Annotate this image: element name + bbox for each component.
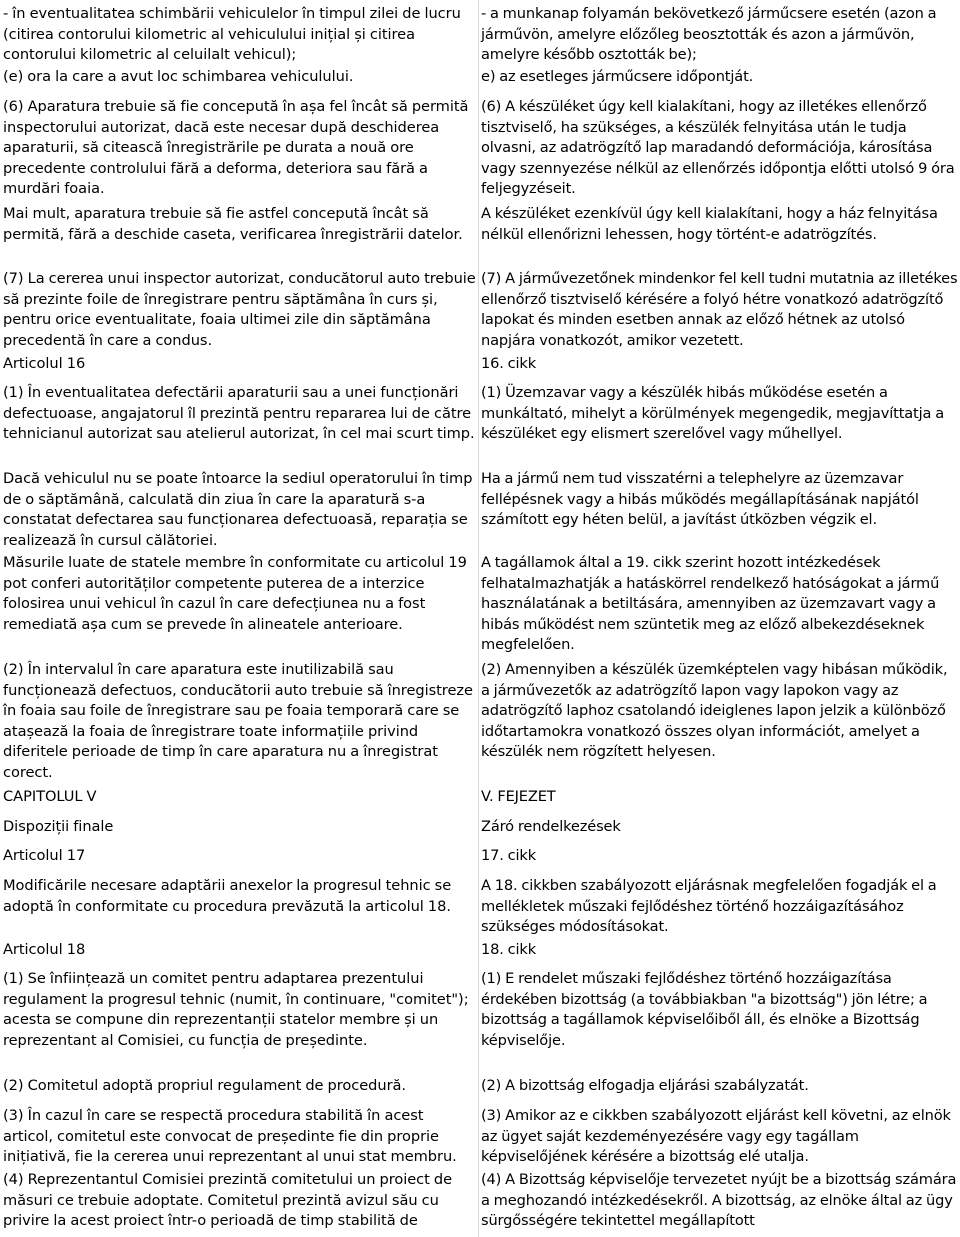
column-divider: [478, 0, 479, 1237]
ro-paragraph: (e) ora la care a avut loc schimbarea vehiculului.: [3, 68, 354, 85]
hu-chapter-heading: V. FEJEZET: [481, 788, 556, 805]
hu-paragraph: (2) A bizottság elfogadja eljárási szabályzatát.: [481, 1077, 809, 1094]
hu-paragraph: (1) Üzemzavar vagy a készülék hibás működése esetén a munkáltató, mihelyt a körülmények megengedik, megjavíttatja a készüléket egy elismert szerelővel vagy műhellyel.: [481, 384, 945, 443]
hu-paragraph: (1) E rendelet műszaki fejlődéshez történő hozzáigazítása érdekében bizottság (a továbbiakban "a bizottság") jön létre; a bizottság a tagállamok képviselőiből áll, és elnöke a Bizottság képviselője.: [481, 970, 928, 1049]
ro-paragraph: (1) Se înființează un comitet pentru adaptarea prezentului regulament la progresul tehnic (numit, în continuare, "comitet"); acesta se compune din reprezentanții statelor membre și un reprezentant al Comisiei, cu funcția de președinte.: [3, 970, 469, 1049]
ro-paragraph: (7) La cererea unui inspector autorizat, conducătorul auto trebuie să prezinte foile de înregistrare pentru săptămâna în curs și, pentru orice eventualitate, foaia ultimei zile din săptămâna precedentă în care a condus.: [3, 270, 476, 349]
hu-article-heading: 16. cikk: [481, 355, 537, 372]
ro-chapter-title: Dispoziții finale: [3, 818, 114, 835]
ro-paragraph: Modificările necesare adaptării anexelor la progresul tehnic se adoptă în conformitate cu procedura prevăzută la articolul 18.: [3, 877, 452, 915]
ro-article-heading: Articolul 17: [3, 847, 86, 864]
ro-paragraph: (3) În cazul în care se respectă procedura stabilită în acest articol, comitetul este convocat de președinte fie din proprie inițiativă, fie la cererea unui reprezentant al unui stat membru.: [3, 1107, 457, 1166]
ro-paragraph: (1) În eventualitatea defectării aparaturii sau a unei funcționări defectuoase, angajatorul îl prezintă pentru repararea lui de către tehnicianul autorizat sau atelierul autorizat, în cel mai scurt timp.: [3, 384, 475, 443]
hu-paragraph: (2) Amennyiben a készülék üzemképtelen vagy hibásan működik, a járművezetők az adatrögzítő lapon vagy lapokon vagy az adatrögzítő laphoz csatolandó ideiglenes lapon jelzik a különböző időtartamokra vonatkozó összes olyan információt, amelyet a készülék nem rögzített helyesen.: [481, 661, 948, 761]
hu-paragraph: (7) A járművezetőnek mindenkor fel kell tudni mutatnia az illetékes ellenőrző tisztviselő kérésére a folyó hétre vonatkozó adatrögzítő lapokat és minden esetben annak az előző hétnek az utolsó napjára vonatkozót, amikor vezetett.: [481, 270, 958, 349]
hu-paragraph: - a munkanap folyamán bekövetkező járműcsere esetén (azon a járművön, amelyre előzőleg beosztották és azon a járművön, amelyre később osztották be);: [481, 5, 937, 64]
ro-article-heading: Articolul 16: [3, 355, 86, 372]
ro-paragraph: (2) Comitetul adoptă propriul regulament de procedură.: [3, 1077, 407, 1094]
hu-paragraph: A 18. cikkben szabályozott eljárásnak megfelelően fogadják el a mellékletek műszaki fejlődéshez történő hozzáigazításához szükséges módosításokat.: [481, 877, 937, 936]
hu-paragraph: A készüléket ezenkívül úgy kell kialakítani, hogy a ház felnyitása nélkül ellenőrizni lehessen, hogy történt-e adatrögzítés.: [481, 205, 938, 243]
hu-article-heading: 18. cikk: [481, 941, 537, 958]
hu-paragraph: e) az esetleges járműcsere időpontját.: [481, 68, 754, 85]
hu-paragraph: (4) A Bizottság képviselője tervezetet nyújt be a bizottság számára a meghozandó intézkedésekről. A bizottság, az elnöke által az ügy sürgősségére tekintettel megállapított: [481, 1171, 957, 1230]
ro-paragraph: - în eventualitatea schimbării vehiculelor în timpul zilei de lucru (citirea contorului kilometric al vehiculului inițial și citirea contorului kilometric al celuilalt vehicul);: [3, 5, 461, 64]
ro-paragraph: (4) Reprezentantul Comisiei prezintă comitetului un proiect de măsuri ce trebuie adoptate. Comitetul prezintă avizul său cu privire la acest proiect într-o perioadă de timp stabilită de: [3, 1171, 453, 1230]
ro-article-heading: Articolul 18: [3, 941, 86, 958]
ro-paragraph: Dacă vehiculul nu se poate întoarce la sediul operatorului în timp de o săptămână, calculată din ziua în care la aparatură s-a constatat defectarea sau funcționarea defectuoasă, reparația se realizează în cursul călătoriei.: [3, 470, 473, 549]
hu-paragraph: (6) A készüléket úgy kell kialakítani, hogy az illetékes ellenőrző tisztviselő, ha szükséges, a készülék felnyitása után le tudja olvasni, az adatrögzítő lap maradandó deformációja, károsítása vagy szennyezése nélkül az ellenőrzés időpontja előtti utolsó 9 óra feljegyzéseit.: [481, 98, 955, 198]
ro-paragraph: Mai mult, aparatura trebuie să fie astfel concepută încât să permită, fără a deschide caseta, verificarea înregistrării datelor.: [3, 205, 463, 243]
hu-article-heading: 17. cikk: [481, 847, 537, 864]
ro-paragraph: Măsurile luate de statele membre în conformitate cu articolul 19 pot conferi autorităților competente puterea de a interzice folosirea unui vehicul în cazul în care defecțiunea nu a fost remediată așa cum se prevede în alineatele anterioare.: [3, 554, 467, 633]
ro-paragraph: (2) În intervalul în care aparatura este inutilizabilă sau funcționează defectuos, conducătorii auto trebuie să înregistreze în foaia sau foile de înregistrare sau pe foaia temporară care se atașează la foaia de înregistrare toate informațiile privind diferitele perioade de timp în care aparatura nu a înregistrat corect.: [3, 661, 473, 781]
ro-paragraph: (6) Aparatura trebuie să fie concepută în așa fel încât să permită inspectorului autorizat, dacă este necesar după deschiderea aparaturii, să citească înregistrările pe durata a nouă ore precedente controlului fără a deforma, deteriora sau fără a murdări foaia.: [3, 98, 469, 198]
hu-paragraph: Ha a jármű nem tud visszatérni a telephelyre az üzemzavar fellépésnek vagy a hibás működés megállapításának napjától számított egy héten belül, a javítást útközben végzik el.: [481, 470, 919, 529]
hu-chapter-title: Záró rendelkezések: [481, 818, 621, 835]
hu-paragraph: A tagállamok által a 19. cikk szerint hozott intézkedések felhatalmazhatják a hatáskörrel rendelkező hatóságokat a jármű használatának a betiltására, amennyiben az üzemzavart vagy a hibás működést nem szüntetik meg az előző albekezdéseknek megfelelően.: [481, 554, 940, 654]
ro-chapter-heading: CAPITOLUL V: [3, 788, 97, 805]
hu-paragraph: (3) Amikor az e cikkben szabályozott eljárást kell követni, az elnök az ügyet saját kezdeményezésére vagy egy tagállam képviselőjének kérésére a bizottság elé utalja.: [481, 1107, 951, 1166]
